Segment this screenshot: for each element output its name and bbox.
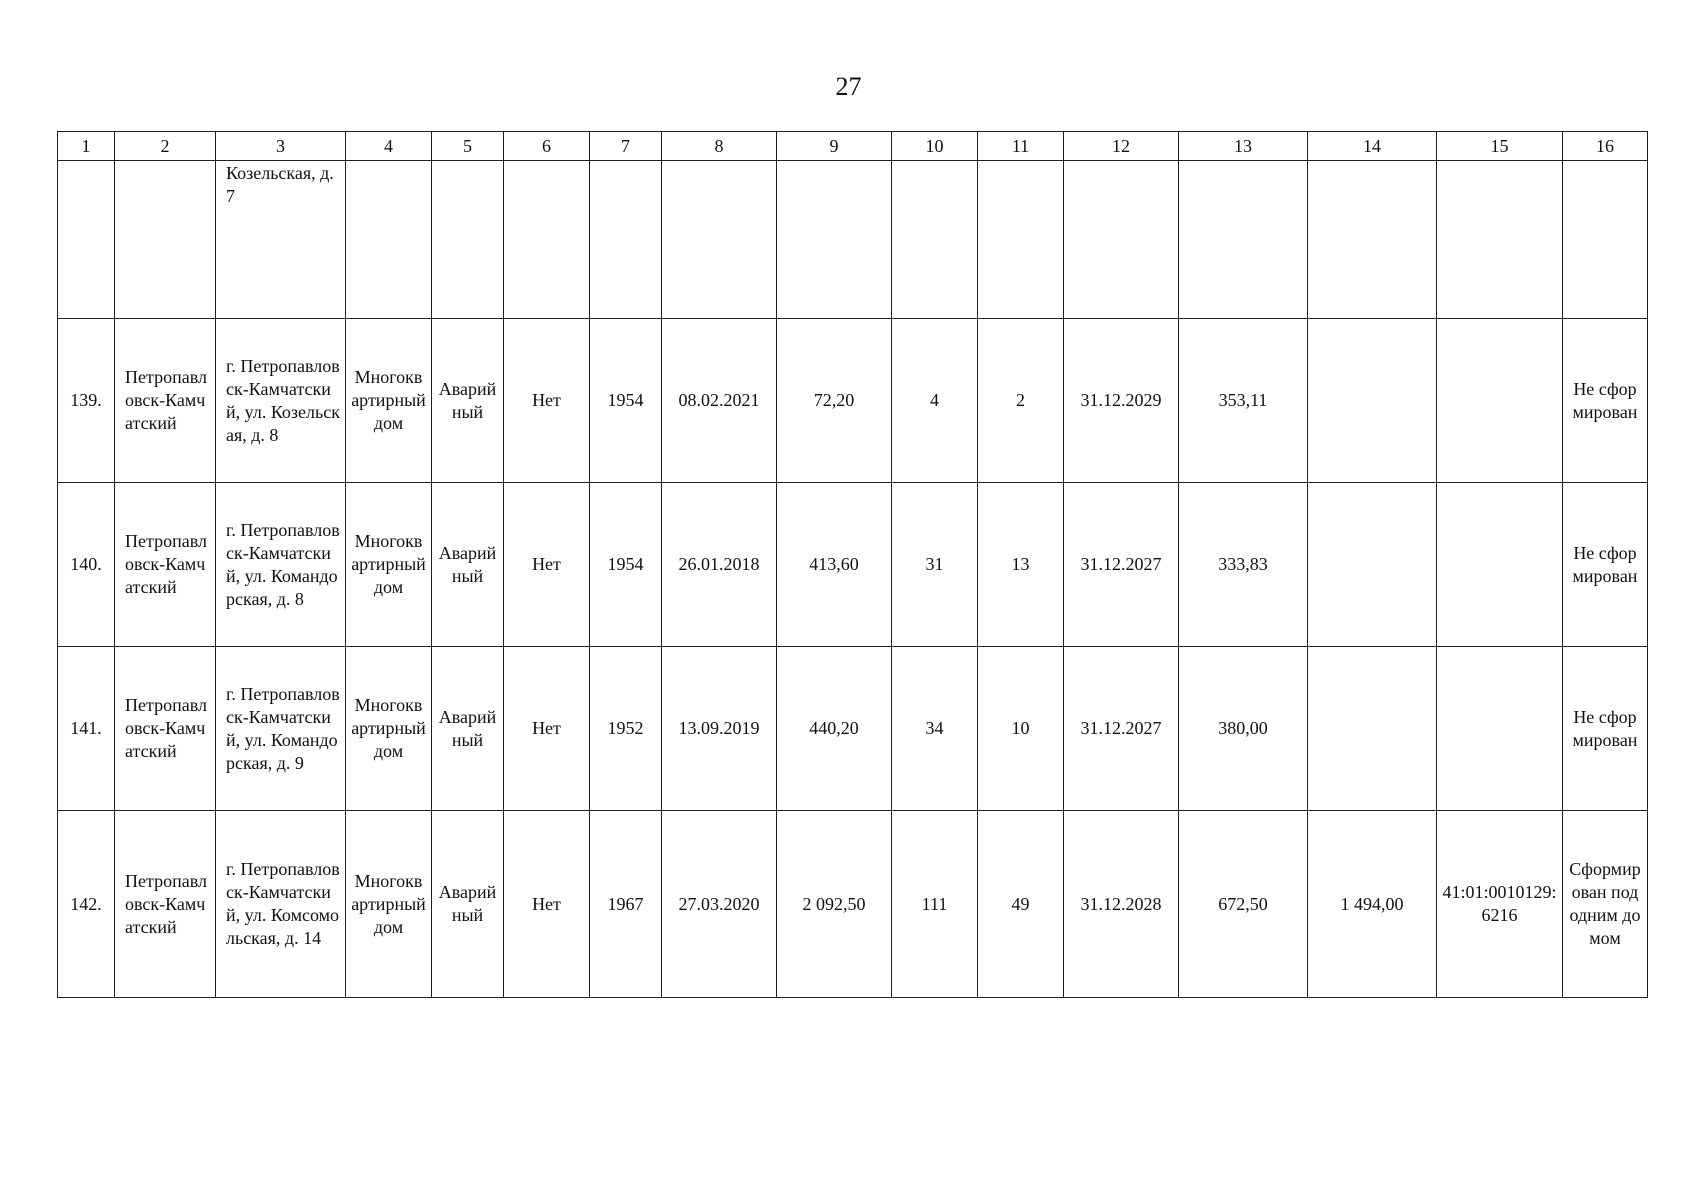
address-cell: г. Петропавловск-Камчатский, ул. Командорская, д. 9 xyxy=(216,647,346,811)
table-row xyxy=(58,483,1648,647)
house-type-cell: Многоквартирный дом xyxy=(346,483,432,647)
table-cell xyxy=(892,161,978,319)
column-number: 3 xyxy=(216,132,346,161)
area-cell: 72,20 xyxy=(777,319,892,483)
municipality-cell: Петропавловск-Камчатский xyxy=(115,811,216,998)
table-row xyxy=(58,647,1648,811)
col13-cell: 333,83 xyxy=(1179,483,1308,647)
land-status-cell: Не сформирован xyxy=(1563,319,1648,483)
column-number: 11 xyxy=(978,132,1064,161)
column-number: 5 xyxy=(432,132,504,161)
area-cell: 413,60 xyxy=(777,483,892,647)
col10-cell: 4 xyxy=(892,319,978,483)
area-cell: 440,20 xyxy=(777,647,892,811)
date-cell: 08.02.2021 xyxy=(662,319,777,483)
column-number: 10 xyxy=(892,132,978,161)
col6-cell: Нет xyxy=(504,319,590,483)
col10-cell: 34 xyxy=(892,647,978,811)
table-cell xyxy=(115,161,216,319)
column-number: 6 xyxy=(504,132,590,161)
status-cell: Аварийный xyxy=(432,483,504,647)
row-number-cell: 140. xyxy=(58,483,115,647)
house-type-cell: Многоквартирный дом xyxy=(346,647,432,811)
housing-register-table xyxy=(57,131,1648,998)
date-cell: 27.03.2020 xyxy=(662,811,777,998)
table-cell xyxy=(432,161,504,319)
status-cell: Аварийный xyxy=(432,811,504,998)
date-cell: 26.01.2018 xyxy=(662,483,777,647)
cadastral-cell xyxy=(1437,483,1563,647)
municipality-cell: Петропавловск-Камчатский xyxy=(115,319,216,483)
col14-cell xyxy=(1308,483,1437,647)
table-cell xyxy=(777,161,892,319)
col11-cell: 10 xyxy=(978,647,1064,811)
table-cell xyxy=(1179,161,1308,319)
col6-cell: Нет xyxy=(504,483,590,647)
deadline-cell: 31.12.2029 xyxy=(1064,319,1179,483)
col14-cell xyxy=(1308,647,1437,811)
column-number: 8 xyxy=(662,132,777,161)
date-cell: 13.09.2019 xyxy=(662,647,777,811)
column-number: 15 xyxy=(1437,132,1563,161)
land-status-cell: Не сформирован xyxy=(1563,647,1648,811)
house-type-cell: Многоквартирный дом xyxy=(346,811,432,998)
row-number-cell: 139. xyxy=(58,319,115,483)
col10-cell: 31 xyxy=(892,483,978,647)
column-number: 1 xyxy=(58,132,115,161)
address-cell: г. Петропавловск-Камчатский, ул. Козельская, д. 8 xyxy=(216,319,346,483)
column-number: 2 xyxy=(115,132,216,161)
col6-cell: Нет xyxy=(504,811,590,998)
table-cell xyxy=(58,161,115,319)
address-cell: Козельская, д. 7 xyxy=(216,161,346,319)
address-cell: г. Петропавловск-Камчатский, ул. Командорская, д. 8 xyxy=(216,483,346,647)
deadline-cell: 31.12.2027 xyxy=(1064,647,1179,811)
continuation-row xyxy=(58,161,1648,319)
cadastral-cell xyxy=(1437,647,1563,811)
table-row xyxy=(58,319,1648,483)
status-cell: Аварийный xyxy=(432,647,504,811)
col10-cell: 111 xyxy=(892,811,978,998)
house-type-cell: Многоквартирный дом xyxy=(346,319,432,483)
col14-cell xyxy=(1308,319,1437,483)
municipality-cell: Петропавловск-Камчатский xyxy=(115,483,216,647)
year-cell: 1952 xyxy=(590,647,662,811)
table-cell xyxy=(1308,161,1437,319)
col13-cell: 672,50 xyxy=(1179,811,1308,998)
column-number-row xyxy=(58,132,1648,161)
table-cell xyxy=(1563,161,1648,319)
col11-cell: 49 xyxy=(978,811,1064,998)
land-status-cell: Сформирован под одним домом xyxy=(1563,811,1648,998)
col11-cell: 2 xyxy=(978,319,1064,483)
year-cell: 1967 xyxy=(590,811,662,998)
table-cell xyxy=(504,161,590,319)
column-number: 7 xyxy=(590,132,662,161)
column-number: 14 xyxy=(1308,132,1437,161)
deadline-cell: 31.12.2027 xyxy=(1064,483,1179,647)
area-cell: 2 092,50 xyxy=(777,811,892,998)
col11-cell: 13 xyxy=(978,483,1064,647)
municipality-cell: Петропавловск-Камчатский xyxy=(115,647,216,811)
col6-cell: Нет xyxy=(504,647,590,811)
cadastral-cell xyxy=(1437,319,1563,483)
col13-cell: 380,00 xyxy=(1179,647,1308,811)
deadline-cell: 31.12.2028 xyxy=(1064,811,1179,998)
row-number-cell: 141. xyxy=(58,647,115,811)
status-cell: Аварийный xyxy=(432,319,504,483)
table-cell xyxy=(590,161,662,319)
row-number-cell: 142. xyxy=(58,811,115,998)
year-cell: 1954 xyxy=(590,319,662,483)
column-number: 12 xyxy=(1064,132,1179,161)
land-status-cell: Не сформирован xyxy=(1563,483,1648,647)
col14-cell: 1 494,00 xyxy=(1308,811,1437,998)
table-cell xyxy=(662,161,777,319)
col13-cell: 353,11 xyxy=(1179,319,1308,483)
column-number: 16 xyxy=(1563,132,1648,161)
cadastral-cell: 41:01:0010129:6216 xyxy=(1437,811,1563,998)
table-row xyxy=(58,811,1648,998)
table-cell xyxy=(978,161,1064,319)
column-number: 4 xyxy=(346,132,432,161)
page-number: 27 xyxy=(835,72,862,101)
address-cell: г. Петропавловск-Камчатский, ул. Комсомольская, д. 14 xyxy=(216,811,346,998)
column-number: 13 xyxy=(1179,132,1308,161)
year-cell: 1954 xyxy=(590,483,662,647)
table-cell xyxy=(1064,161,1179,319)
table-cell xyxy=(1437,161,1563,319)
table-cell xyxy=(346,161,432,319)
column-number: 9 xyxy=(777,132,892,161)
